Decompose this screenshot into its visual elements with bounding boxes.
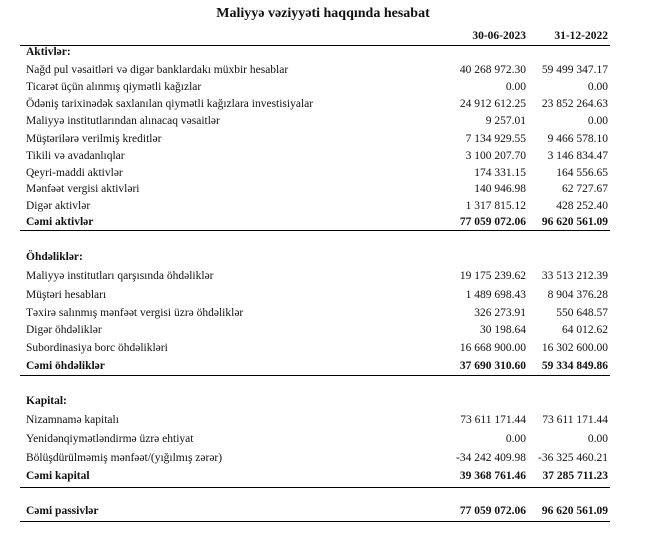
- row-label: Maliyyə institutlarından alınacaq vəsaitlər: [26, 115, 220, 127]
- row-value-2022: 428 252.40: [556, 200, 608, 212]
- row-value-2023: 40 268 972.30: [459, 64, 526, 76]
- row-value-2022: 0.00: [587, 433, 608, 445]
- table-row: [0, 198, 646, 214]
- row-label: Mənfəət vergisi aktivləri: [26, 183, 140, 195]
- table-row: [0, 131, 646, 147]
- table-row: [0, 62, 646, 78]
- row-value-2022: -36 325 460.21: [538, 452, 608, 464]
- section-heading-assets: Aktivlər:: [26, 46, 71, 58]
- table-row: [0, 322, 646, 338]
- total-label: Cəmi aktivlər: [26, 216, 94, 228]
- row-label: Yenidənqiymətləndirmə üzrə ehtiyat: [26, 433, 194, 445]
- table-row: [0, 268, 646, 284]
- row-value-2023: 19 175 239.62: [459, 270, 526, 282]
- table-row: [0, 287, 646, 303]
- total-row-liabilities: [0, 358, 646, 374]
- row-value-2023: 3 100 207.70: [465, 150, 526, 162]
- table-row: [0, 450, 646, 466]
- row-value-2022: 0.00: [587, 81, 608, 93]
- row-label: Subordinasiya borc öhdəlikləri: [26, 342, 168, 354]
- grand-total-row: [0, 503, 646, 519]
- row-value-2023: 140 946.98: [474, 183, 526, 195]
- row-value-2023: 0.00: [505, 81, 526, 93]
- row-value-2022: 33 513 212.39: [541, 270, 608, 282]
- table-row: [0, 340, 646, 356]
- row-value-2023: 1 489 698.43: [465, 289, 526, 301]
- header-divider: [20, 45, 610, 46]
- row-value-2022: 164 556.65: [556, 167, 608, 179]
- row-value-2022: 64 012.62: [562, 324, 608, 336]
- row-value-2023: 1 317 815.12: [465, 200, 526, 212]
- row-value-2023: -34 242 409.98: [456, 452, 526, 464]
- table-row: [0, 79, 646, 95]
- table-row: [0, 181, 646, 197]
- table-row: [0, 165, 646, 181]
- row-value-2022: 62 727.67: [562, 183, 608, 195]
- row-label: Müştərilərə verilmiş kreditlər: [26, 133, 162, 145]
- row-label: Maliyyə institutları qarşısında öhdəliklər: [26, 270, 214, 282]
- row-value-2022: 8 904 376.28: [547, 289, 608, 301]
- row-value-2023: 7 134 929.55: [465, 133, 526, 145]
- row-value-2023: 0.00: [505, 433, 526, 445]
- total-row-capital: [0, 468, 646, 484]
- row-label: Təxirə salınmış mənfəət vergisi üzrə öhdəliklər: [26, 307, 244, 319]
- column-header-2023: 30-06-2023: [472, 30, 526, 42]
- table-row: [0, 412, 646, 428]
- total-value-2023: 37 690 310.60: [459, 360, 526, 372]
- total-row-assets: [0, 214, 646, 230]
- row-value-2022: 59 499 347.17: [541, 64, 608, 76]
- row-value-2022: 23 852 264.63: [541, 98, 608, 110]
- column-header-2022: 31-12-2022: [554, 30, 608, 42]
- row-value-2022: 73 611 171.44: [542, 414, 608, 426]
- section-heading-liabilities: Öhdəliklər:: [26, 251, 83, 263]
- row-label: Digər aktivlər: [26, 200, 91, 212]
- row-label: Tikili və avadanlıqlar: [26, 150, 125, 162]
- row-value-2022: 16 302 600.00: [541, 342, 608, 354]
- total-divider: [20, 375, 610, 376]
- row-label: Müştəri hesabları: [26, 289, 107, 301]
- row-value-2022: 9 466 578.10: [547, 133, 608, 145]
- row-label: Bölüşdürülməmiş mənfəət/(yığılmış zərər): [26, 452, 223, 464]
- report-title: Maliyyə vəziyyəti haqqında hesabat: [216, 6, 430, 21]
- row-label: Digər öhdəliklər: [26, 324, 102, 336]
- row-value-2022: 0.00: [587, 115, 608, 127]
- grand-total-divider: [20, 521, 610, 522]
- total-value-2023: 77 059 072.06: [459, 216, 526, 228]
- row-value-2023: 73 611 171.44: [460, 414, 526, 426]
- table-row: [0, 305, 646, 321]
- table-row: [0, 96, 646, 112]
- row-value-2022: 550 648.57: [556, 307, 608, 319]
- grand-total-label: Cəmi passivlər: [26, 505, 99, 517]
- total-value-2023: 39 368 761.46: [459, 470, 526, 482]
- grand-total-value-2022: 96 620 561.09: [541, 505, 608, 517]
- total-divider: [20, 487, 610, 488]
- row-value-2023: 16 668 900.00: [459, 342, 526, 354]
- row-value-2023: 30 198.64: [480, 324, 526, 336]
- total-divider: [20, 230, 610, 231]
- table-row: [0, 148, 646, 164]
- row-value-2023: 24 912 612.25: [459, 98, 526, 110]
- row-label: Nağd pul vəsaitləri və digər banklardakı müxbir hesablar: [26, 64, 289, 76]
- row-value-2022: 3 146 834.47: [547, 150, 608, 162]
- total-value-2022: 37 285 711.23: [542, 470, 608, 482]
- table-row: [0, 113, 646, 129]
- row-label: Ticarət üçün alınmış qiymətli kağızlar: [26, 81, 202, 93]
- row-value-2023: 174 331.15: [474, 167, 526, 179]
- section-heading-capital: Kapital:: [26, 395, 67, 407]
- total-value-2022: 96 620 561.09: [541, 216, 608, 228]
- row-label: Nizamnamə kapitalı: [26, 414, 119, 426]
- total-value-2022: 59 334 849.86: [541, 360, 608, 372]
- row-value-2023: 326 273.91: [474, 307, 526, 319]
- grand-total-value-2023: 77 059 072.06: [459, 505, 526, 517]
- total-label: Cəmi kapital: [26, 470, 90, 482]
- row-label: Qeyri-maddi aktivlər: [26, 167, 123, 179]
- row-value-2023: 9 257.01: [485, 115, 526, 127]
- row-label: Ödəniş tarixinədək saxlanılan qiymətli kağızlara investisiyalar: [26, 98, 314, 110]
- total-label: Cəmi öhdəliklər: [26, 360, 105, 372]
- table-row: [0, 431, 646, 447]
